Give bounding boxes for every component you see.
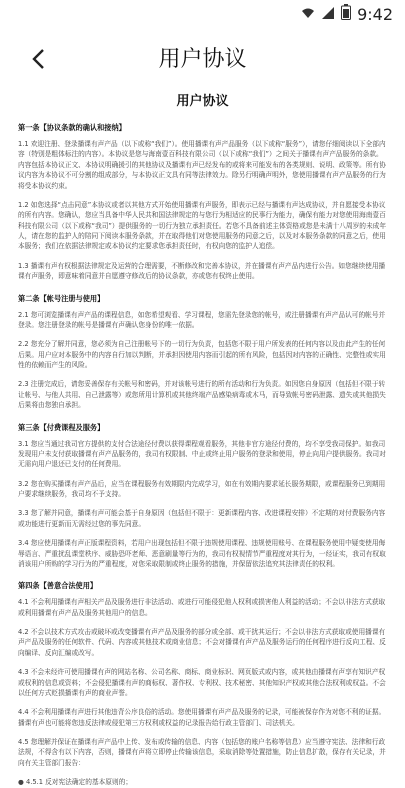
- section-paragraph: 3.1 您应当通过我司官方提供的支付合法途径付费以获得课程观看服务，其他非官方途径付费的，均不享受我司保护。如我司发现用户未支付获取播课有声产品服务的，我司有权限制、中止或终止用户服务的登录和使用，停止向用户提供服务。我司对无需向用户退还已支付的任何费用。: [18, 439, 386, 469]
- section-paragraph: ● 4.5.1 反对宪法确定的基本原则的；: [18, 778, 133, 787]
- section-heading: 第二条【帐号注册与使用】: [18, 293, 105, 303]
- page-title: 用户协议: [158, 47, 247, 72]
- section-paragraph: 1.3 播课有声有权根据法律规定及运营的合理需要，不断修改和完善本协议，并在播课有声产品内进行公告。如您继续使用播课有声服务，即意味着同意并自愿遵守修改后的协议条款，亦或您有权终止使用。: [18, 261, 386, 281]
- section-paragraph: 3.3 您了解并同意，播课有声可能会基于自身原因（包括但不限于：更新课程内容、改进课程安排）不定期的对付费服务内容或功能进行更新而无需经过您的事先同意。: [18, 509, 386, 528]
- section-paragraph: 1.2 如您选择“点击同意”本协议或者以其他方式开始使用播课有声服务，即表示已经与播课有声达成协议，并自愿接受本协议的所有内容。您确认，您应当具备中华人民共和国法律规定的与您行为相适应的民事行为能力，确保有能力对您使用海南壹百科技有限公司（以下或称“我司”）提供服务的一切行为独立承担责任。若您不具备前述主体资格或您是未满十八周岁的未成年人，请在您的监护人的陪同下阅读本服务条款，并在取得他们对您使用服务的同意之后，以及对本服务条款的同意之后，使用本服务；我们在依据法律规定或本协议约定要求您承担责任时，有权向您的监护人追偿。: [18, 200, 387, 251]
- section-paragraph: 3.4 您应使用播课有声正版课程资料，若用户出现包括但不限于违规使用课程、违规使用账号、在课程服务使用中疑变使用侮辱语言、严重扰乱课堂秩序、威胁恐吓老师、恶意刷量等行为的，我司有权视情节严重程度对其行为，一经证实，我司有权取消该用户所购的学习行为的严重程度，对您采取限制或终止服务的措施，并保留依法追究其法律责任的权利。: [18, 539, 386, 568]
- section-paragraph: 4.3 不会未经许可使用播课有声的网站名称、公司名称、商标、商业标识、网页版式或内容，或其他由播课有声享有知识产权或权利的信息或资料；不会侵犯播课有声的商标权、著作权、专利权、技术秘密、其他知识产权或其他合法权利或权益。不会以任何方式贬损播课有声的商业声誉。: [18, 668, 386, 697]
- section-paragraph: 4.4 不会利用播课有声进行其他违背公序良俗的活动。您使用播课有声产品及服务的记录，可能被保存作为对您不利的证据。播课有声也可能将您违反法律或侵犯第三方权利或权益的记录报告给行政主管部门、司法机关。: [18, 708, 386, 727]
- status-bar: [0, 0, 405, 30]
- section-paragraph: 1.1 欢迎注册、登录播课有声产品（以下或称“我们”）。使用播课有声产品服务（以下或称“服务”），请您仔细阅读以下全部内容（特别是粗体标注的内容）。本协议是您与海南壹百科技有限公司（以下或称“我们”）之间关于播课有声产品服务的条款。内容包括本协议正文、本协议明确援引的其他协议及播课有声已经发布的或将来可能发布的各类规则、说明、政策等。所有协议内容为本协议不可分割的组成部分，与本协议正文具有同等法律效力。除另行明确声明外，您使用播课有声产品服务的行为将受本协议约束。: [18, 140, 386, 190]
- cellular-icon: [321, 5, 335, 24]
- section-paragraph: 2.3 注册完成后，请您妥善保存有关帐号和密码，并对该帐号进行的所有活动和行为负责。如因您自身原因（包括但不限于转让帐号、与他人共用、自己泄露等）或您所用计算机或其他终端产品感染病毒或木马，而导致帐号密码泄露、遗失或其他损失后果将由您独自承担。: [18, 380, 386, 410]
- status-icons: [301, 4, 393, 24]
- section-paragraph: 2.1 您可浏览播课有声产品的课程信息，如您希望观看、学习课程，您需先登录您的帐号，或注册播课有声产品认可的帐号并登录。您注册登录的帐号是播课有声确认您身份的唯一依据。: [18, 310, 386, 329]
- agreement-document: [0, 90, 405, 788]
- section-paragraph: 4.1 不会利用播课有声相关产品及服务进行非法活动、或进行可能侵犯他人权利或损害他人利益的活动；不会以非法方式获取或利用播课有声产品及服务其他用户的信息。: [18, 598, 386, 617]
- app-header: [0, 30, 405, 90]
- section-paragraph: 4.2 不会以技术方式攻击或破坏或改变播课有声产品及服务的部分或全部、或干扰其运行；不会以非法方式获取或使用播课有声产品及服务的任何软件、代码、内容或其他技术或商业信息；不会对播课有声产品及服务运行的任何程序进行反向工程、反向编译、反向汇编或改写。: [18, 628, 386, 657]
- section-paragraph: 3.2 您在购买播课有声产品后，应当在课程服务有效期限内完成学习，如在有效期内要求延长服务期限，或课程服务已到期用户要求继续服务，我司均不予支持。: [18, 479, 386, 498]
- wifi-icon: [301, 5, 315, 24]
- section-paragraph: 2.2 您充分了解并同意，您必须为自己注册帐号下的一切行为负责，包括您不限于用户所发表的任何内容以及由此产生的任何后果。用户应对本服务中的内容自行加以判断，并承担因使用内容而引起的所有风险，包括因对内容的正确性、完整性或实用性的依赖而产生的风险。: [18, 340, 386, 369]
- section-heading: 第一条【协议条款的确认和接纳】: [18, 123, 126, 132]
- section-heading: 第四条【善意合法使用】: [18, 581, 98, 591]
- status-time: 9:42: [357, 4, 393, 24]
- section-heading: 第三条【付费课程及服务】: [18, 422, 105, 432]
- document-title: 用户协议: [176, 94, 229, 109]
- section-paragraph: 4.5 您理解并保证在播课有声产品中上传、发布或传输的信息、内容（包括您的账户名称等信息）应当遵守宪法、法律和行政法规，不得含有以下内容，否则，播课有声将立即停止传输该信息，采取消除等处置措施，防止信息扩散，保存有关记录，并向有关主管部门报告：: [18, 738, 386, 767]
- battery-icon: [341, 4, 351, 24]
